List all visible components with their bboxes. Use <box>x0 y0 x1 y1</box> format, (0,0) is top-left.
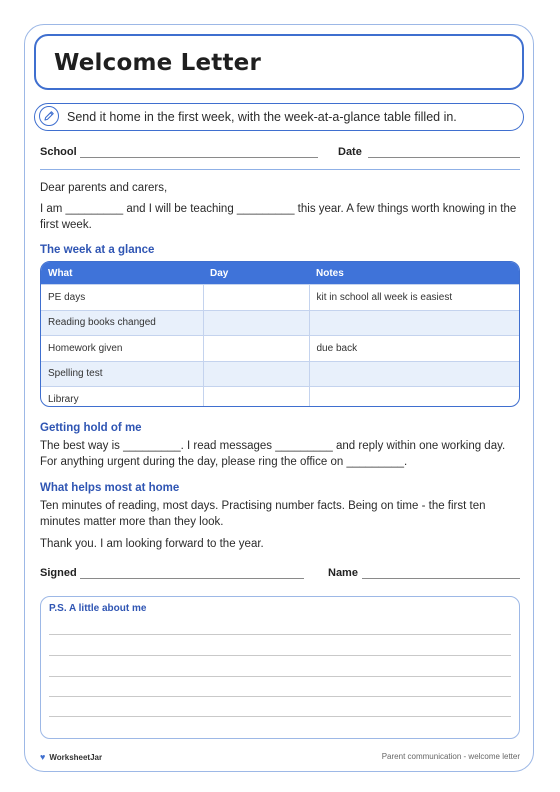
name-label: Name <box>328 567 358 579</box>
school-field[interactable] <box>80 157 318 158</box>
helps-heading: What helps most at home <box>40 482 180 494</box>
table-row <box>41 387 519 408</box>
contact-text: The best way is _________. I read messages _________ and reply within one working day. For anything urgent during the day, please ring the office on _________. <box>40 440 506 468</box>
divider <box>40 169 520 170</box>
ps-writing-line[interactable] <box>49 634 511 635</box>
ps-writing-line[interactable] <box>49 655 511 656</box>
col-what: What <box>41 262 203 285</box>
intro-text: I am _________ and I will be teaching _________ this year. A few things worth knowing in the first week. <box>40 203 517 231</box>
pencil-icon <box>39 106 59 126</box>
closing-text: Thank you. I am looking forward to the year. <box>40 538 264 550</box>
contact-heading: Getting hold of me <box>40 422 142 434</box>
ps-writing-line[interactable] <box>49 696 511 697</box>
ps-box <box>40 596 520 739</box>
row-notes[interactable]: due back <box>309 336 519 362</box>
greeting: Dear parents and carers, <box>40 182 168 194</box>
name-field[interactable] <box>362 578 520 579</box>
signed-field[interactable] <box>80 578 304 579</box>
row-day[interactable] <box>203 336 309 362</box>
table-row <box>41 285 519 311</box>
ps-writing-line[interactable] <box>49 676 511 677</box>
footer-brand <box>40 752 102 762</box>
title-box <box>34 34 524 90</box>
row-notes[interactable]: kit in school all week is easiest <box>309 285 519 311</box>
row-notes[interactable] <box>309 387 519 408</box>
date-field[interactable] <box>368 157 520 158</box>
week-table <box>40 261 520 407</box>
row-what: Reading books changed <box>41 310 203 336</box>
row-day[interactable] <box>203 361 309 387</box>
row-day[interactable] <box>203 387 309 408</box>
heart-icon: ♥ <box>40 752 46 762</box>
row-day[interactable] <box>203 310 309 336</box>
table-row <box>41 361 519 387</box>
school-label: School <box>40 146 77 158</box>
col-day: Day <box>203 262 309 285</box>
signed-label: Signed <box>40 567 77 579</box>
ps-writing-line[interactable] <box>49 716 511 717</box>
row-notes[interactable] <box>309 361 519 387</box>
row-day[interactable] <box>203 285 309 311</box>
col-notes: Notes <box>309 262 519 285</box>
tip-banner <box>34 103 524 131</box>
tip-text: Send it home in the first week, with the week-at-a-glance table filled in. <box>67 110 457 124</box>
row-what: Library <box>41 387 203 408</box>
row-notes[interactable] <box>309 310 519 336</box>
row-what: Spelling test <box>41 361 203 387</box>
week-heading: The week at a glance <box>40 244 155 256</box>
table-row <box>41 336 519 362</box>
table-row <box>41 310 519 336</box>
row-what: Homework given <box>41 336 203 362</box>
page-title: Welcome Letter <box>54 50 262 76</box>
brand-name: WorksheetJar <box>49 753 103 762</box>
date-label: Date <box>338 146 362 158</box>
ps-title: P.S. A little about me <box>49 603 147 614</box>
helps-text: Ten minutes of reading, most days. Practising number facts. Being on time - the first ten minutes matter more than they look. <box>40 500 486 528</box>
row-what: PE days <box>41 285 203 311</box>
footer-caption: Parent communication - welcome letter <box>381 752 520 761</box>
